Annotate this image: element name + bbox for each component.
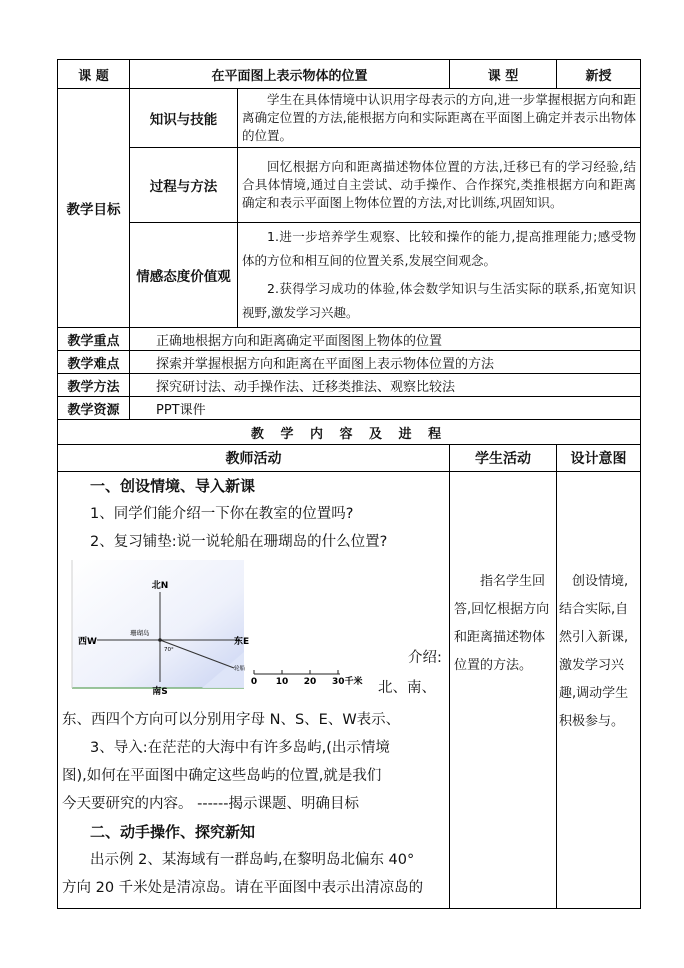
difficulties-text: 探索并掌握根据方向和距离在平面图上表示物体位置的方法 — [130, 351, 641, 374]
process-content-row — [58, 472, 641, 909]
difficulties-label: 教学难点 — [58, 351, 130, 374]
objective-text-knowledge — [238, 89, 641, 148]
objective-knowledge-text: 学生在具体情境中认识用字母表示的方向,进一步掌握根据方向和距离确定位置的方法,能根据方向和实际距离在平面图上确定并表示出物体的位置。 — [242, 92, 637, 143]
col-design-header: 设计意图 — [557, 445, 641, 472]
teacher-question-2: 2、复习铺垫:说一说轮船在珊瑚岛的什么位置? — [90, 534, 388, 550]
key-points-label: 教学重点 — [58, 328, 130, 351]
row-difficulties — [58, 351, 641, 374]
process-title-row — [58, 420, 641, 445]
east-label: 东E — [234, 637, 250, 647]
directions-line-1: 北、南、 — [378, 680, 436, 696]
west-label: 西W — [78, 637, 97, 647]
scale-label-10: 10 — [275, 677, 289, 687]
topic-value: 在平面图上表示物体的位置 — [130, 60, 450, 89]
resources-label: 教学资源 — [58, 397, 130, 420]
objective-text-emotion — [238, 223, 641, 328]
methods-label: 教学方法 — [58, 374, 130, 397]
header-row — [58, 60, 641, 89]
col-student-header: 学生活动 — [450, 445, 557, 472]
row-methods — [58, 374, 641, 397]
methods-text: 探究研讨法、动手操作法、迁移类推法、观察比较法 — [130, 374, 641, 397]
objective-process-text: 回忆根据方向和距离描述物体位置的方法,迁移已有的学习经验,结合具体情境,通过自主尝试、动手操作、合作探究,类推根据方向和距离确定和表示平面图上物体位置的方法,对比训练,巩固知识。 — [242, 159, 637, 210]
direction-figure-block — [62, 556, 447, 706]
ship-label: 轮船 — [234, 666, 246, 672]
island-label: 珊瑚岛 — [130, 629, 150, 637]
objective-row-emotion — [58, 223, 641, 328]
objective-emotion-text-1: 1.进一步培养学生观察、比较和操作的能力,提高推理能力;感受物体的方位和相互间的位置关系,发展空间观念。 — [242, 229, 637, 268]
type-label: 课 型 — [450, 60, 557, 89]
process-title: 教 学 内 容 及 进 程 — [58, 420, 641, 445]
key-points-text: 正确地根据方向和距离确定平面图图上物体的位置 — [130, 328, 641, 351]
process-header-row — [58, 445, 641, 472]
lesson-plan-page — [57, 59, 640, 905]
north-label: 北N — [151, 581, 169, 591]
teacher-question-1: 1、同学们能介绍一下你在教室的位置吗? — [90, 506, 354, 522]
objective-row-knowledge — [58, 89, 641, 148]
row-key-points — [58, 328, 641, 351]
lesson-plan-table — [57, 59, 641, 909]
directions-line-2: 东、西四个方向可以分别用字母 N、S、E、W表示、 — [62, 712, 401, 728]
angle-label: 70° — [164, 647, 174, 653]
teacher-heading-2: 二、动手操作、探究新知 — [90, 823, 256, 841]
scale-label-30: 30千米 — [332, 677, 363, 687]
teacher-heading-1: 一、创设情境、导入新课 — [90, 477, 256, 495]
south-label: 南S — [152, 687, 168, 697]
example-line-2: 方向 20 千米处是清凉岛。请在平面图中表示出清凉岛的 — [62, 880, 424, 896]
objective-label-knowledge: 知识与技能 — [130, 89, 238, 148]
intro-paragraph-line-3: 今天要研究的内容。 ------揭示课题、明确目标 — [62, 796, 360, 812]
col-teacher-header: 教师活动 — [58, 445, 450, 472]
design-intent-cell: 创设情境,结合实际,自然引入新课,激发学习兴趣,调动学生积极参与。 — [557, 472, 641, 909]
scale-label-0: 0 — [250, 677, 258, 687]
intro-tail: 介绍: — [408, 650, 442, 666]
scale-bar — [251, 670, 363, 687]
topic-label: 课 题 — [58, 60, 130, 89]
objective-text-process — [238, 148, 641, 223]
teacher-activity — [58, 472, 449, 902]
type-value: 新授 — [557, 60, 641, 89]
scale-label-20: 20 — [303, 677, 317, 687]
intro-paragraph-line-2: 图),如何在平面图中确定这些岛屿的位置,就是我们 — [62, 768, 382, 784]
objectives-label: 教学目标 — [58, 89, 130, 328]
student-activity-cell: 指名学生回答,回忆根据方向和距离描述物体位置的方法。 — [450, 472, 557, 909]
objective-emotion-text-2: 2.获得学习成功的体验,体会数学知识与生活实际的联系,拓宽知识视野,激发学习兴趣。 — [242, 281, 637, 320]
objective-label-emotion: 情感态度价值观 — [130, 223, 238, 328]
island-point — [158, 638, 162, 642]
row-resources — [58, 397, 641, 420]
objective-label-process: 过程与方法 — [130, 148, 238, 223]
teacher-activity-cell — [58, 472, 450, 909]
objective-row-process — [58, 148, 641, 223]
example-line-1: 出示例 2、某海域有一群岛屿,在黎明岛北偏东 40° — [90, 852, 415, 868]
sea-background — [72, 560, 244, 688]
intro-paragraph-line-1: 3、导入:在茫茫的大海中有许多岛屿,(出示情境 — [90, 740, 390, 756]
resources-text: PPT课件 — [130, 397, 641, 420]
